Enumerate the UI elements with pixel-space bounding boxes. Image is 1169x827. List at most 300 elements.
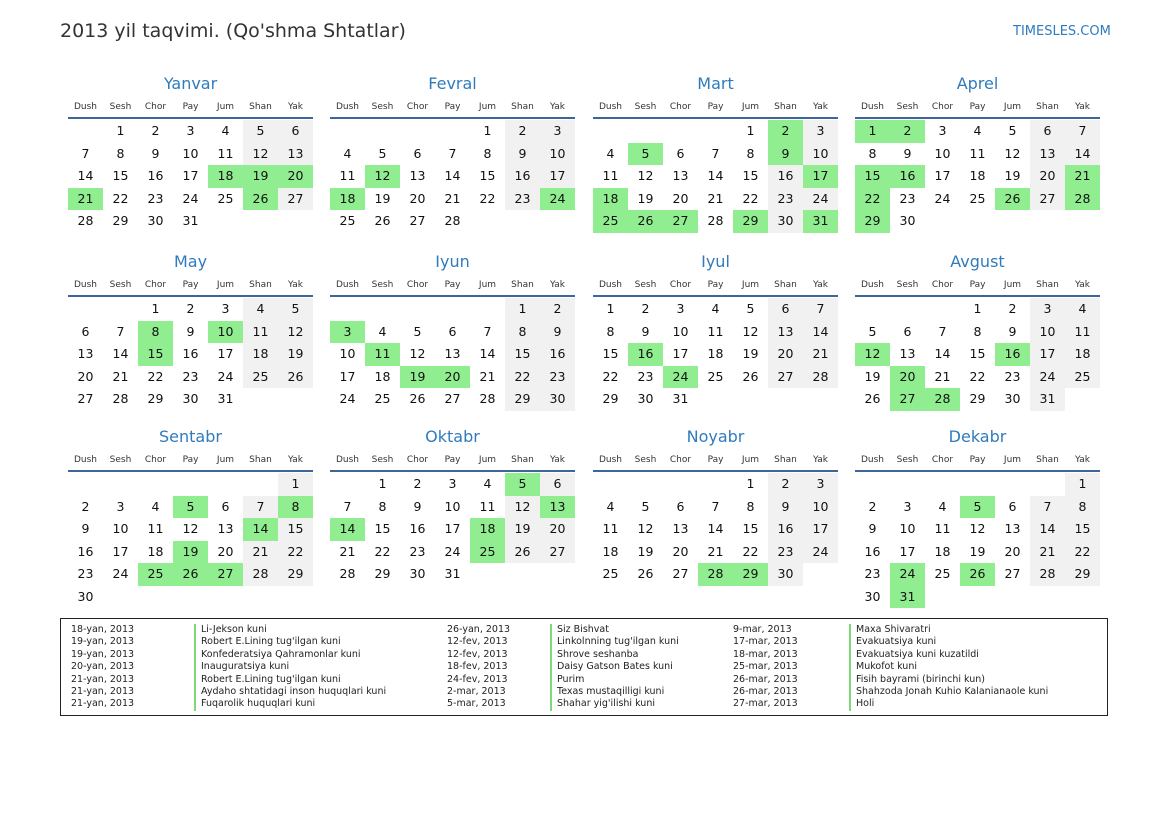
day-cell: 21 bbox=[112, 368, 129, 384]
day-cell: 16 bbox=[147, 168, 164, 183]
day-cell: 30 bbox=[182, 391, 199, 406]
day-cell: 6 bbox=[1008, 498, 1017, 514]
day-cell: 14 bbox=[803, 321, 838, 344]
holiday-day-cell: 16 bbox=[995, 343, 1030, 366]
day-cell: 22 bbox=[1065, 541, 1100, 564]
day-cell: 28 bbox=[707, 213, 724, 228]
month-name: Oktabr bbox=[425, 427, 480, 446]
day-cell: 12 bbox=[637, 521, 654, 536]
day-cell: 12 bbox=[1004, 145, 1021, 161]
day-cell: 19 bbox=[969, 543, 986, 559]
holiday-day-cell: 31 bbox=[890, 586, 925, 609]
day-cell: 22 bbox=[969, 368, 986, 384]
holiday-day-cell: 11 bbox=[365, 343, 400, 366]
day-cell: 1 bbox=[278, 473, 313, 496]
holiday-name: Holi bbox=[849, 698, 1048, 710]
day-cell: 16 bbox=[540, 343, 575, 366]
weekday-label: Pay bbox=[969, 455, 986, 465]
day-cell: 20 bbox=[1030, 165, 1065, 188]
day-cell: 17 bbox=[540, 165, 575, 188]
day-cell: 1 bbox=[746, 476, 755, 491]
weekday-label: Chor bbox=[931, 455, 954, 465]
day-cell: 20 bbox=[77, 368, 94, 384]
day-cell: 9 bbox=[903, 145, 912, 161]
day-cell: 26 bbox=[864, 391, 881, 406]
day-cell: 8 bbox=[483, 145, 492, 161]
day-cell: 4 bbox=[606, 145, 615, 161]
holiday-day-cell: 15 bbox=[138, 343, 173, 366]
holiday-name: Robert E.Lining tug'ilgan kuni bbox=[194, 674, 386, 686]
weekday-label: Pay bbox=[182, 280, 199, 290]
day-cell: 13 bbox=[1030, 143, 1065, 166]
day-cell: 29 bbox=[1065, 563, 1100, 586]
day-cell: 31 bbox=[217, 391, 234, 406]
day-cell: 15 bbox=[742, 521, 759, 536]
day-cell: 2 bbox=[641, 301, 650, 316]
day-cell: 24 bbox=[217, 368, 234, 384]
day-cell: 6 bbox=[221, 498, 230, 514]
day-cell: 7 bbox=[448, 145, 457, 161]
day-cell: 16 bbox=[768, 518, 803, 541]
holiday-date: 21-yan, 2013 bbox=[71, 698, 135, 710]
day-cell: 9 bbox=[641, 323, 650, 339]
holiday-day-cell: 28 bbox=[925, 388, 960, 411]
weekday-label: Shan bbox=[511, 102, 534, 112]
page-title: 2013 yil taqvimi. (Qo'shma Shtatlar) bbox=[60, 20, 406, 42]
day-cell: 21 bbox=[243, 541, 278, 564]
month-name: Noyabr bbox=[686, 427, 745, 446]
day-cell: 15 bbox=[374, 521, 391, 536]
day-cell: 14 bbox=[77, 168, 94, 183]
day-cell: 1 bbox=[116, 123, 125, 138]
weekday-label: Dush bbox=[73, 280, 98, 290]
weekday-label: Chor bbox=[669, 280, 692, 290]
day-cell: 6 bbox=[903, 323, 912, 339]
day-cell: 30 bbox=[768, 563, 803, 586]
day-cell: 22 bbox=[374, 543, 391, 559]
month-iyun bbox=[330, 248, 575, 416]
day-cell: 4 bbox=[221, 123, 230, 138]
holiday-day-cell: 27 bbox=[890, 388, 925, 411]
day-cell: 28 bbox=[1030, 563, 1065, 586]
holiday-date: 27-mar, 2013 bbox=[733, 698, 798, 710]
month-rule bbox=[330, 295, 575, 297]
weekday-label: Jum bbox=[741, 455, 760, 465]
day-cell: 3 bbox=[540, 120, 575, 143]
weekday-label: Yak bbox=[550, 455, 565, 465]
month-rule bbox=[855, 117, 1100, 119]
holiday-date: 12-fev, 2013 bbox=[447, 636, 508, 648]
month-rule bbox=[68, 470, 313, 472]
day-cell: 23 bbox=[899, 190, 916, 206]
weekday-label: Pay bbox=[969, 280, 986, 290]
day-cell: 2 bbox=[413, 476, 422, 491]
holiday-day-cell: 14 bbox=[243, 518, 278, 541]
weekday-label: Yak bbox=[1075, 455, 1090, 465]
holiday-day-cell: 18 bbox=[330, 188, 365, 211]
holiday-legend bbox=[60, 618, 1108, 716]
day-cell: 1 bbox=[973, 301, 982, 316]
day-cell: 17 bbox=[217, 346, 234, 361]
holiday-day-cell: 18 bbox=[470, 518, 505, 541]
day-cell: 14 bbox=[1065, 143, 1100, 166]
day-cell: 3 bbox=[903, 498, 912, 514]
day-cell: 25 bbox=[602, 566, 619, 581]
day-cell: 19 bbox=[1004, 168, 1021, 183]
day-cell: 13 bbox=[672, 521, 689, 536]
day-cell: 25 bbox=[243, 366, 278, 389]
day-cell: 14 bbox=[112, 346, 129, 361]
weekday-label: Shan bbox=[511, 280, 534, 290]
holiday-date: 19-yan, 2013 bbox=[71, 648, 135, 660]
day-cell: 23 bbox=[77, 566, 94, 581]
month-aprel bbox=[855, 70, 1100, 238]
holiday-day-cell: 26 bbox=[628, 210, 663, 233]
day-cell: 12 bbox=[182, 521, 199, 536]
holiday-date: 17-mar, 2013 bbox=[733, 636, 798, 648]
holiday-day-cell: 27 bbox=[208, 563, 243, 586]
day-cell: 22 bbox=[112, 190, 129, 206]
day-cell: 6 bbox=[676, 145, 685, 161]
day-cell: 18 bbox=[934, 543, 951, 559]
day-cell: 17 bbox=[339, 368, 356, 384]
day-cell: 30 bbox=[540, 388, 575, 411]
day-cell: 1 bbox=[151, 301, 160, 316]
weekday-label: Dush bbox=[335, 280, 360, 290]
month-name: Fevral bbox=[428, 74, 477, 93]
weekday-label: Chor bbox=[406, 455, 429, 465]
holiday-date-column bbox=[71, 624, 134, 711]
month-noyabr bbox=[593, 423, 838, 591]
holiday-day-cell: 29 bbox=[733, 210, 768, 233]
weekday-label: Jum bbox=[741, 280, 760, 290]
day-cell: 7 bbox=[1065, 120, 1100, 143]
day-cell: 15 bbox=[278, 518, 313, 541]
holiday-day-cell: 1 bbox=[855, 120, 890, 143]
day-cell: 15 bbox=[112, 168, 129, 183]
day-cell: 13 bbox=[444, 346, 461, 361]
day-cell: 7 bbox=[343, 498, 352, 514]
month-oktabr bbox=[330, 423, 575, 591]
day-cell: 22 bbox=[147, 368, 164, 384]
day-cell: 5 bbox=[746, 301, 755, 316]
day-cell: 21 bbox=[1030, 541, 1065, 564]
day-cell: 20 bbox=[540, 518, 575, 541]
holiday-day-cell: 26 bbox=[243, 188, 278, 211]
day-cell: 28 bbox=[339, 566, 356, 581]
day-cell: 18 bbox=[374, 368, 391, 384]
day-cell: 23 bbox=[409, 543, 426, 559]
weekday-label: Jum bbox=[478, 280, 497, 290]
weekday-label: Sesh bbox=[896, 280, 919, 290]
day-cell: 7 bbox=[116, 323, 125, 339]
day-cell: 11 bbox=[479, 498, 496, 514]
day-cell: 4 bbox=[973, 123, 982, 138]
day-cell: 22 bbox=[602, 368, 619, 384]
day-cell: 11 bbox=[147, 521, 164, 536]
day-cell: 13 bbox=[77, 346, 94, 361]
holiday-day-cell: 29 bbox=[733, 563, 768, 586]
day-cell: 10 bbox=[934, 145, 951, 161]
weekday-label: Yak bbox=[288, 280, 303, 290]
day-cell: 2 bbox=[81, 498, 90, 514]
day-cell: 4 bbox=[938, 498, 947, 514]
day-cell: 17 bbox=[899, 543, 916, 559]
holiday-day-cell: 5 bbox=[505, 473, 540, 496]
weekday-label: Shan bbox=[1036, 455, 1059, 465]
holiday-name-column bbox=[194, 624, 386, 711]
day-cell: 21 bbox=[339, 543, 356, 559]
weekday-label: Shan bbox=[1036, 102, 1059, 112]
day-cell: 2 bbox=[868, 498, 877, 514]
month-avgust bbox=[855, 248, 1100, 416]
holiday-day-cell: 5 bbox=[173, 496, 208, 519]
holiday-date: 26-mar, 2013 bbox=[733, 673, 798, 685]
holiday-date: 18-fev, 2013 bbox=[447, 661, 508, 673]
day-cell: 4 bbox=[378, 323, 387, 339]
day-cell: 29 bbox=[505, 388, 540, 411]
day-cell: 9 bbox=[768, 496, 803, 519]
day-cell: 12 bbox=[409, 346, 426, 361]
day-cell: 27 bbox=[1030, 188, 1065, 211]
weekday-label: Yak bbox=[1075, 280, 1090, 290]
day-cell: 18 bbox=[969, 168, 986, 183]
day-cell: 8 bbox=[1065, 496, 1100, 519]
holiday-date: 26-yan, 2013 bbox=[447, 624, 511, 635]
day-cell: 4 bbox=[151, 498, 160, 514]
day-cell: 5 bbox=[413, 323, 422, 339]
holiday-day-cell: 15 bbox=[855, 165, 890, 188]
day-cell: 10 bbox=[444, 498, 461, 514]
weekday-label: Sesh bbox=[109, 280, 132, 290]
day-cell: 27 bbox=[672, 566, 689, 581]
day-cell: 25 bbox=[707, 368, 724, 384]
day-cell: 20 bbox=[768, 343, 803, 366]
day-cell: 2 bbox=[151, 123, 160, 138]
day-cell: 17 bbox=[182, 168, 199, 183]
day-cell: 4 bbox=[1065, 298, 1100, 321]
day-cell: 5 bbox=[378, 145, 387, 161]
holiday-day-cell: 5 bbox=[960, 496, 995, 519]
holiday-day-cell: 19 bbox=[400, 366, 435, 389]
holiday-date: 9-mar, 2013 bbox=[733, 624, 792, 635]
day-cell: 9 bbox=[151, 145, 160, 161]
day-cell: 10 bbox=[540, 143, 575, 166]
holiday-name: Li-Jekson kuni bbox=[194, 624, 386, 636]
day-cell: 15 bbox=[742, 168, 759, 183]
weekday-label: Chor bbox=[931, 280, 954, 290]
month-name: Iyun bbox=[435, 252, 470, 271]
day-cell: 23 bbox=[637, 368, 654, 384]
day-cell: 27 bbox=[540, 541, 575, 564]
month-rule bbox=[593, 117, 838, 119]
month-rule bbox=[330, 117, 575, 119]
holiday-day-cell: 19 bbox=[243, 165, 278, 188]
day-cell: 16 bbox=[77, 543, 94, 559]
month-name: Yanvar bbox=[163, 74, 218, 93]
weekday-label: Sesh bbox=[109, 455, 132, 465]
weekday-label: Dush bbox=[73, 102, 98, 112]
holiday-day-cell: 8 bbox=[138, 321, 173, 344]
day-cell: 9 bbox=[81, 521, 90, 536]
day-cell: 6 bbox=[413, 145, 422, 161]
weekday-label: Pay bbox=[707, 455, 724, 465]
day-cell: 8 bbox=[116, 145, 125, 161]
day-cell: 27 bbox=[444, 391, 461, 406]
holiday-day-cell: 9 bbox=[768, 143, 803, 166]
holiday-day-cell: 26 bbox=[995, 188, 1030, 211]
day-cell: 24 bbox=[339, 391, 356, 406]
month-name: Avgust bbox=[950, 252, 1005, 271]
day-cell: 3 bbox=[448, 476, 457, 491]
day-cell: 2 bbox=[768, 473, 803, 496]
day-cell: 29 bbox=[147, 391, 164, 406]
holiday-day-cell: 20 bbox=[435, 366, 470, 389]
weekday-label: Pay bbox=[707, 280, 724, 290]
day-cell: 24 bbox=[934, 190, 951, 206]
day-cell: 20 bbox=[217, 543, 234, 559]
day-cell: 3 bbox=[803, 473, 838, 496]
day-cell: 29 bbox=[969, 391, 986, 406]
day-cell: 11 bbox=[707, 323, 724, 339]
weekday-label: Chor bbox=[406, 102, 429, 112]
day-cell: 24 bbox=[803, 541, 838, 564]
day-cell: 6 bbox=[676, 498, 685, 514]
weekday-label: Dush bbox=[335, 102, 360, 112]
weekday-label: Pay bbox=[707, 102, 724, 112]
holiday-name-column bbox=[849, 624, 1048, 711]
day-cell: 29 bbox=[112, 213, 129, 228]
holiday-date: 24-fev, 2013 bbox=[447, 673, 508, 685]
holiday-day-cell: 16 bbox=[628, 343, 663, 366]
day-cell: 18 bbox=[602, 543, 619, 559]
holiday-date: 18-yan, 2013 bbox=[71, 624, 135, 635]
weekday-label: Yak bbox=[813, 455, 828, 465]
weekday-label: Jum bbox=[1003, 280, 1022, 290]
month-name: May bbox=[173, 252, 208, 271]
weekday-label: Sesh bbox=[634, 280, 657, 290]
weekday-label: Sesh bbox=[371, 455, 394, 465]
holiday-day-cell: 24 bbox=[540, 188, 575, 211]
day-cell: 16 bbox=[182, 346, 199, 361]
day-cell: 24 bbox=[444, 543, 461, 559]
holiday-day-cell: 8 bbox=[278, 496, 313, 519]
month-rule bbox=[855, 470, 1100, 472]
day-cell: 1 bbox=[1065, 473, 1100, 496]
holiday-day-cell: 24 bbox=[663, 366, 698, 389]
weekday-label: Chor bbox=[931, 102, 954, 112]
weekday-label: Shan bbox=[774, 280, 797, 290]
holiday-date: 21-yan, 2013 bbox=[71, 673, 135, 685]
weekday-label: Sesh bbox=[634, 102, 657, 112]
day-cell: 10 bbox=[1030, 321, 1065, 344]
day-cell: 27 bbox=[768, 366, 803, 389]
holiday-date: 25-mar, 2013 bbox=[733, 661, 798, 673]
day-cell: 9 bbox=[540, 321, 575, 344]
month-rule bbox=[68, 295, 313, 297]
weekday-label: Chor bbox=[144, 455, 167, 465]
day-cell: 14 bbox=[444, 168, 461, 183]
month-name: Sentabr bbox=[159, 427, 222, 446]
day-cell: 17 bbox=[1030, 343, 1065, 366]
day-cell: 20 bbox=[672, 190, 689, 206]
weekday-label: Dush bbox=[598, 102, 623, 112]
holiday-day-cell: 14 bbox=[330, 518, 365, 541]
holiday-day-cell: 2 bbox=[890, 120, 925, 143]
weekday-label: Sesh bbox=[634, 455, 657, 465]
day-cell: 9 bbox=[868, 521, 877, 536]
day-cell: 10 bbox=[112, 521, 129, 536]
holiday-day-cell: 25 bbox=[138, 563, 173, 586]
day-cell: 21 bbox=[934, 368, 951, 384]
day-cell: 12 bbox=[742, 323, 759, 339]
day-cell: 12 bbox=[278, 321, 313, 344]
day-cell: 13 bbox=[409, 168, 426, 183]
weekday-label: Jum bbox=[478, 102, 497, 112]
day-cell: 10 bbox=[672, 323, 689, 339]
day-cell: 17 bbox=[672, 346, 689, 361]
day-cell: 6 bbox=[448, 323, 457, 339]
day-cell: 30 bbox=[1004, 391, 1021, 406]
day-cell: 25 bbox=[374, 391, 391, 406]
holiday-day-cell: 18 bbox=[593, 188, 628, 211]
day-cell: 30 bbox=[768, 210, 803, 233]
day-cell: 12 bbox=[637, 168, 654, 183]
day-cell: 2 bbox=[505, 120, 540, 143]
weekday-label: Sesh bbox=[109, 102, 132, 112]
day-cell: 8 bbox=[505, 321, 540, 344]
day-cell: 19 bbox=[637, 190, 654, 206]
month-rule bbox=[330, 470, 575, 472]
day-cell: 23 bbox=[505, 188, 540, 211]
day-cell: 26 bbox=[278, 366, 313, 389]
weekday-label: Shan bbox=[1036, 280, 1059, 290]
holiday-day-cell: 27 bbox=[663, 210, 698, 233]
month-mart bbox=[593, 70, 838, 238]
weekday-label: Dush bbox=[335, 455, 360, 465]
day-cell: 13 bbox=[217, 521, 234, 536]
day-cell: 25 bbox=[217, 190, 234, 206]
day-cell: 30 bbox=[409, 566, 426, 581]
day-cell: 7 bbox=[81, 145, 90, 161]
day-cell: 10 bbox=[803, 143, 838, 166]
day-cell: 13 bbox=[899, 346, 916, 361]
weekday-label: Shan bbox=[774, 455, 797, 465]
holiday-name: Evakuatsiya kuni kuzatildi bbox=[849, 649, 1048, 661]
site-link[interactable]: TIMESLES.COM bbox=[1013, 24, 1111, 39]
weekday-label: Chor bbox=[669, 102, 692, 112]
weekday-label: Yak bbox=[1075, 102, 1090, 112]
day-cell: 3 bbox=[1030, 298, 1065, 321]
day-cell: 14 bbox=[1030, 518, 1065, 541]
day-cell: 21 bbox=[803, 343, 838, 366]
day-cell: 3 bbox=[938, 123, 947, 138]
weekday-label: Yak bbox=[550, 102, 565, 112]
day-cell: 1 bbox=[746, 123, 755, 138]
holiday-name-column bbox=[550, 624, 679, 711]
day-cell: 7 bbox=[711, 498, 720, 514]
day-cell: 27 bbox=[409, 213, 426, 228]
holiday-day-cell: 21 bbox=[1065, 165, 1100, 188]
weekday-label: Dush bbox=[73, 455, 98, 465]
day-cell: 11 bbox=[243, 321, 278, 344]
day-cell: 6 bbox=[81, 323, 90, 339]
holiday-day-cell: 13 bbox=[540, 496, 575, 519]
day-cell: 10 bbox=[899, 521, 916, 536]
holiday-day-cell: 5 bbox=[628, 143, 663, 166]
weekday-label: Pay bbox=[182, 102, 199, 112]
day-cell: 23 bbox=[768, 541, 803, 564]
